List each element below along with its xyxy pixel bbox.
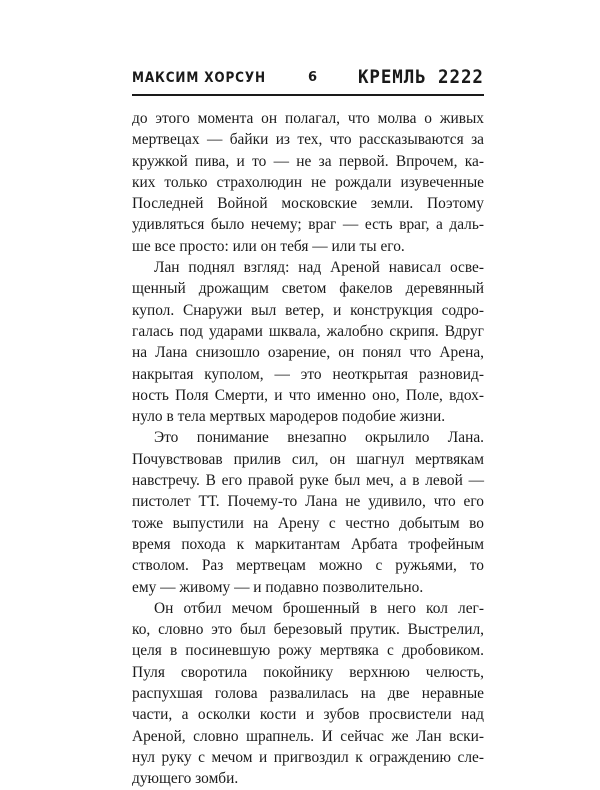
text-line: ность Поля Смерти, и что именно оно, Поле, вдох- <box>132 386 484 404</box>
text-line: до этого момента он полагал, что молва о живых <box>132 110 484 127</box>
text-line: удивляться было нечему; враг — есть враг, а даль- <box>132 216 484 234</box>
text-line: нуло в тела мертвых мародеров подобие жизни. <box>132 408 446 426</box>
paragraph-2 <box>132 257 484 427</box>
text-line: Это понимание внезапно окрылило Лана. <box>154 429 484 447</box>
text-line: дующего зомби. <box>132 770 239 788</box>
text-line: Лан поднял взгляд: над Ареной нависал осве- <box>154 259 484 277</box>
body-text <box>132 108 484 790</box>
text-line: навстречу. В его правой руке был меч, а в левой — <box>132 472 484 490</box>
text-line: целя в посиневшую рожу мертвяка с дробовиком. <box>132 642 484 660</box>
text-line: Пуля своротила покойнику верхнюю челюсть, <box>132 663 484 681</box>
text-line: кружкой пива, и то — не за первой. Впрочем, ка- <box>132 152 484 170</box>
paragraph-1 <box>132 108 484 257</box>
header-rule <box>132 94 484 96</box>
text-line: ких только страхолюдин не рождали изувеченные <box>132 173 484 191</box>
book-title: КРЕМЛЬ 2222 <box>358 66 484 88</box>
text-line: тоже выпустили на Арену с честно добытым во <box>132 514 484 532</box>
text-line: накрытая куполом, — это неоткрытая разновид- <box>132 365 484 383</box>
text-line: щенный дрожащим светом факелов деревянный <box>132 280 484 298</box>
paragraph-3 <box>132 427 484 597</box>
text-line: ему — живому — и подавно позволительно. <box>132 578 424 596</box>
text-line: Он отбил мечом брошенный в него кол лег- <box>154 599 484 617</box>
text-line: мертвецах — байки из тех, что рассказываются за <box>132 131 484 149</box>
text-line: нул руку с мечом и пригвоздил к ограждению сле- <box>132 748 484 766</box>
text-line: галась под ударами шквала, жалобно скрипя. Вдруг <box>132 322 484 340</box>
text-line: время похода к маркитантам Арбата трофейным <box>132 535 484 553</box>
paragraph-4 <box>132 598 484 790</box>
text-line: пистолет ТТ. Почему-то Лана не удивило, что его <box>132 493 484 511</box>
text-line: Последней Войной московские земли. Поэтому <box>132 195 484 213</box>
text-line: купол. Снаружи выл ветер, и конструкция содро- <box>132 301 484 319</box>
text-line: ко, словно это был березовый прутик. Выстрелил, <box>132 621 484 639</box>
text-line: Почувствовав прилив сил, он шагнул мертвякам <box>132 450 484 468</box>
text-line: стволом. Раз мертвецам можно с ружьями, то <box>132 557 484 575</box>
text-line: Ареной, словно шрапнель. И сейчас же Лан вски- <box>132 727 484 745</box>
text-line: распухшая голова развалилась на две неравные <box>132 685 484 703</box>
text-line: части, а осколки кости и зубов просвистели над <box>132 706 484 724</box>
text-line: ше все просто: или он тебя — или ты его. <box>132 237 405 255</box>
page-number: 6 <box>308 70 318 85</box>
author-name: МАКСИМ ХОРСУН <box>132 70 266 86</box>
text-line: на Лана снизошло озарение, он понял что Арена, <box>132 344 484 362</box>
running-head <box>132 64 484 98</box>
